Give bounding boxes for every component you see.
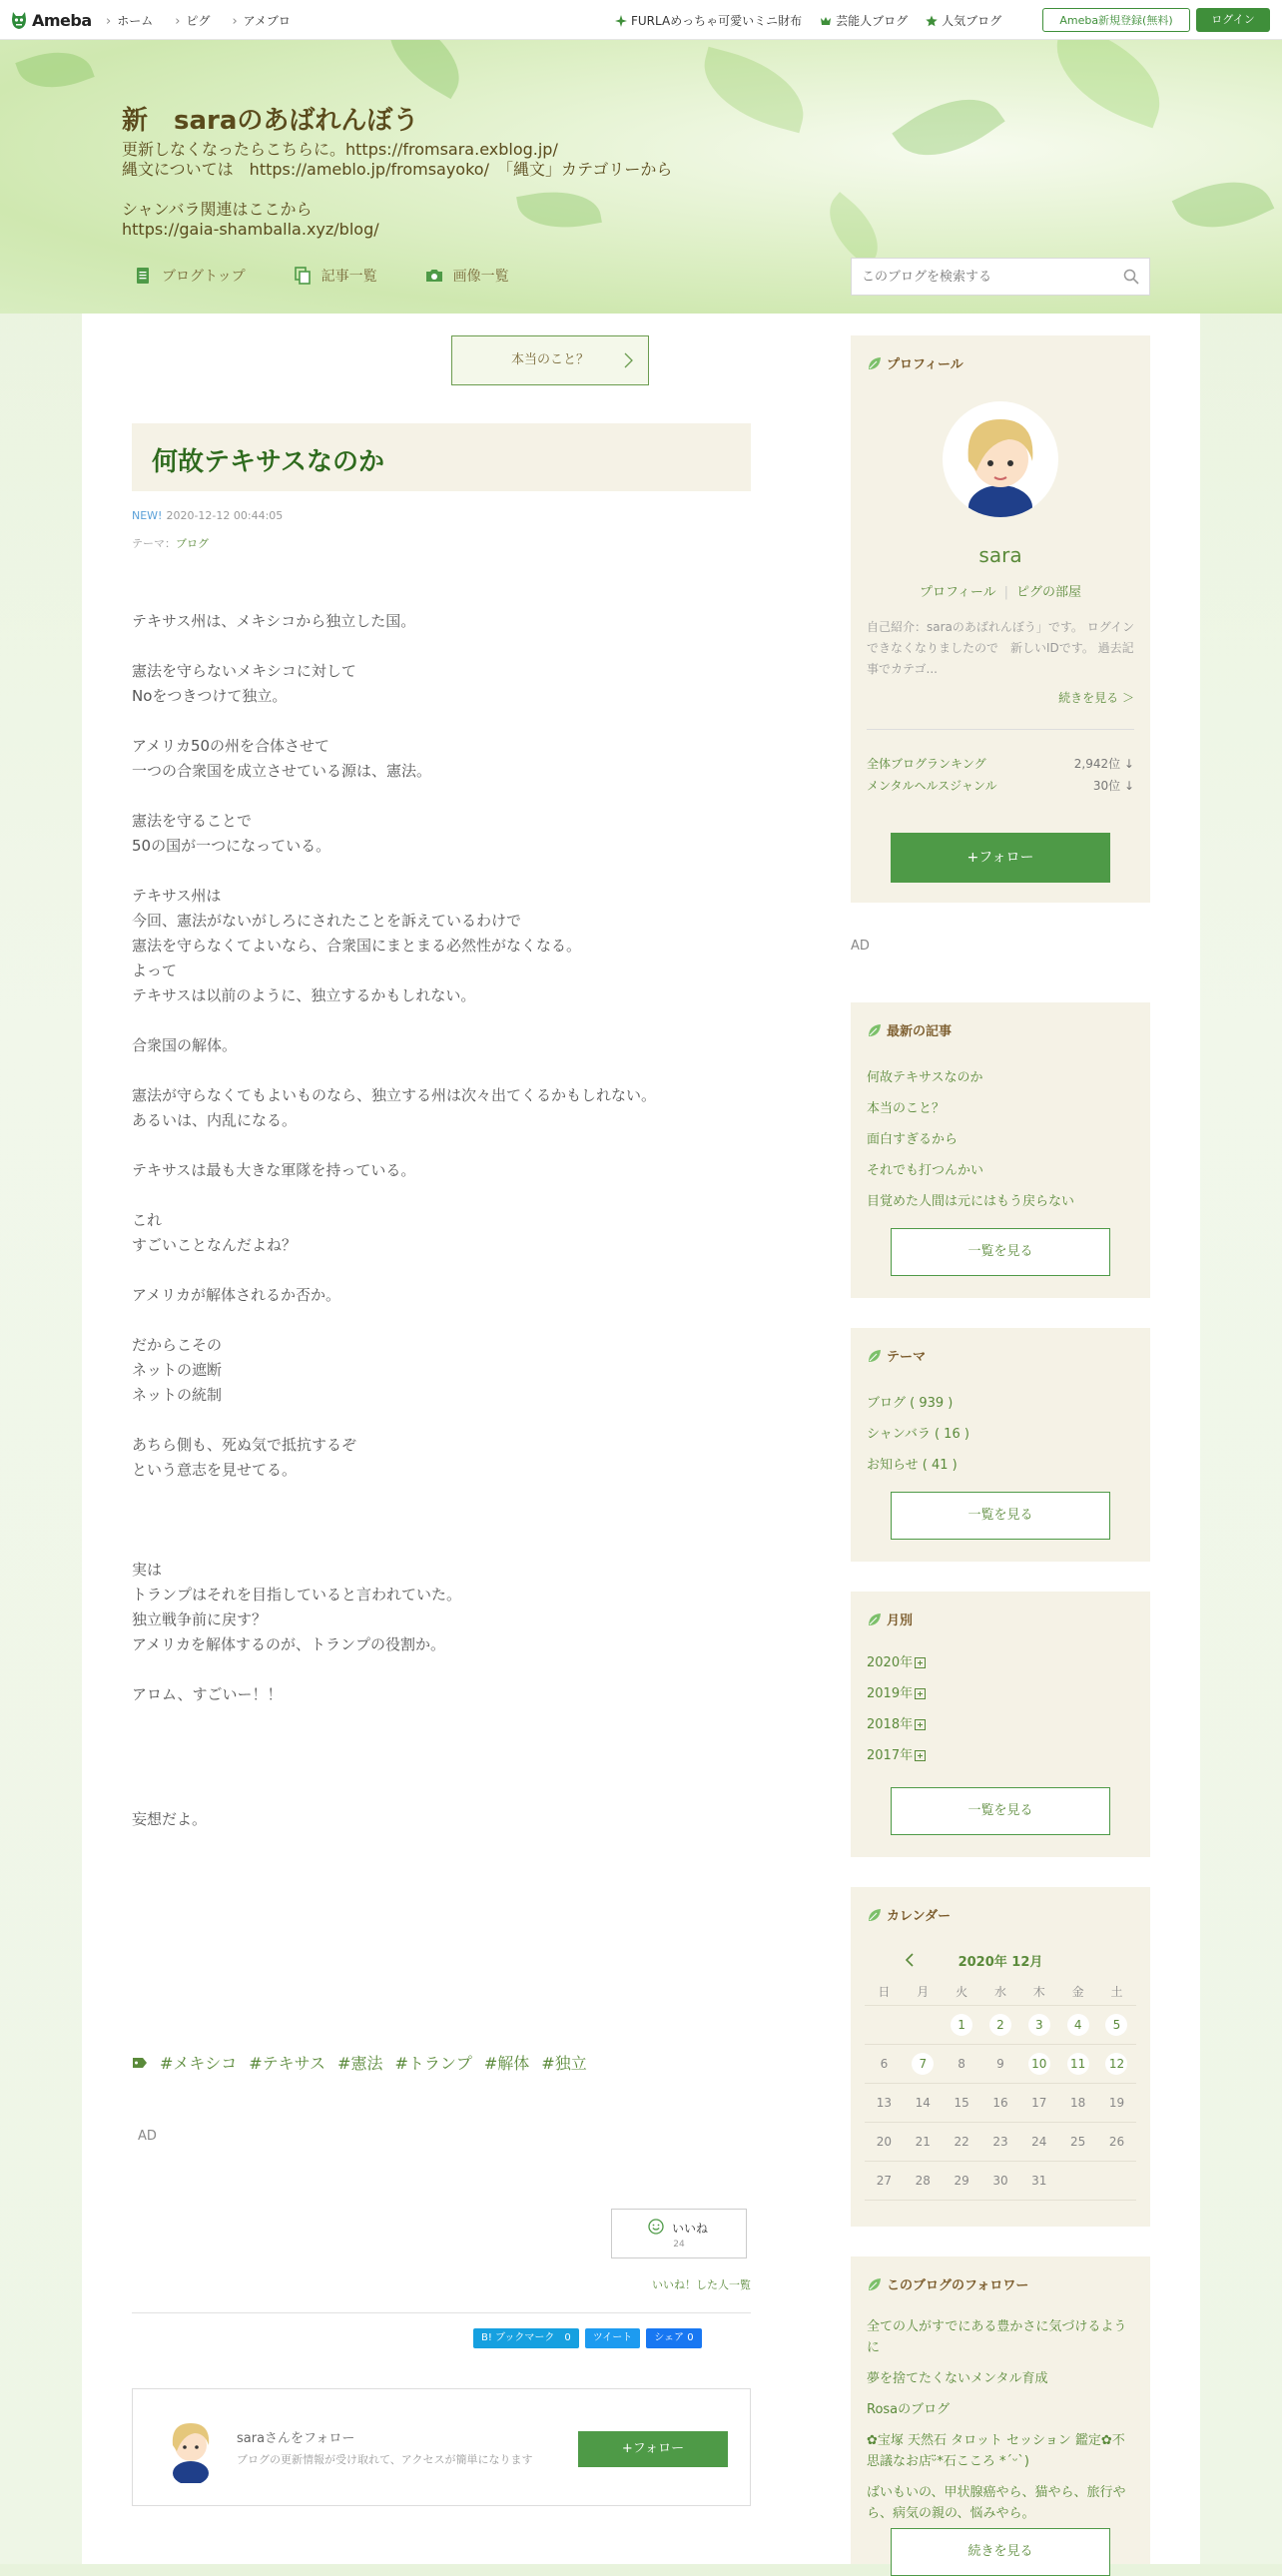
article-text-line: アロム、すごいー！！: [132, 1685, 283, 1703]
facebook-share-button[interactable]: シェア 0: [646, 2328, 701, 2348]
article-list-link[interactable]: [294, 266, 377, 286]
calendar-day-number: 27: [876, 2174, 893, 2188]
calendar-day: [1019, 2174, 1058, 2188]
profile-heading-label: プロフィール: [887, 357, 963, 372]
leaf-decoration: [693, 47, 815, 133]
follower-blog-link[interactable]: Rosaのブログ: [867, 2402, 951, 2417]
blank-line: [132, 709, 751, 734]
month-year-item[interactable]: [867, 1709, 1136, 1740]
global-header: [0, 0, 1282, 40]
hashtag[interactable]: #独立: [541, 2054, 587, 2073]
expand-plus-icon[interactable]: [915, 1657, 926, 1668]
calendar-week-row: [865, 2006, 1136, 2045]
latest-article-link[interactable]: 面白すぎるから: [867, 1132, 959, 1147]
article-text-line: だからこその: [132, 1336, 223, 1354]
blank-line: [132, 1058, 751, 1083]
calendar-day[interactable]: [981, 2014, 1020, 2036]
blank-line: [132, 1008, 751, 1033]
calendar-post-day[interactable]: 5: [1105, 2014, 1127, 2036]
theme-list: [867, 1388, 1136, 1481]
calendar-day: [981, 2096, 1020, 2110]
article-text-line: 憲法が守らなくてもよいものなら、独立する州は次々出てくるかもしれない。: [132, 1086, 657, 1104]
calendar-day-number: 6: [880, 2057, 889, 2071]
latest-article-link[interactable]: それでも打つんかい: [867, 1163, 984, 1178]
calendar-day-number: 15: [954, 2096, 969, 2110]
calendar-day: [904, 2174, 943, 2188]
image-list-link[interactable]: [425, 266, 509, 286]
leaf-decoration: [15, 40, 94, 101]
article-text-line: という意志を見せてる。: [132, 1461, 298, 1479]
article-text-line: あるいは、内乱になる。: [132, 1111, 298, 1129]
calendar-post-day[interactable]: 10: [1028, 2053, 1050, 2075]
like-label: いいね: [672, 2222, 709, 2236]
theme-link[interactable]: お知らせ ( 41 ): [867, 1458, 958, 1473]
profile-name[interactable]: sara: [978, 543, 1022, 567]
calendar-post-day[interactable]: 4: [1067, 2014, 1089, 2036]
calendar-post-day[interactable]: 1: [951, 2014, 972, 2036]
article-date: 2020-12-12 00:44:05: [166, 509, 284, 522]
article-theme: [132, 535, 209, 551]
latest-article-link[interactable]: 目覚めた人間は元にはもう戻らない: [867, 1194, 1075, 1209]
blog-top-label: ブログトップ: [162, 269, 246, 285]
calendar-day[interactable]: [1097, 2014, 1136, 2036]
calendar-day: [865, 2057, 904, 2071]
promo-link-furla[interactable]: [615, 12, 802, 29]
leaf-icon: [867, 1907, 883, 1923]
chevron-right-icon: [624, 352, 634, 368]
monthly-module: [851, 1592, 1150, 1857]
genre-ranking-value: 30位 ↓: [1092, 779, 1134, 793]
calendar-weekday: 土: [1110, 1984, 1123, 1999]
article-text-line: すごいことなんだよね？: [132, 1236, 298, 1254]
article-text-line: アメリカを解体するのが、トランプの役割か。: [132, 1635, 445, 1653]
calendar-month: 2020年 12月: [958, 1955, 1043, 1970]
login-button[interactable]: ログイン: [1196, 8, 1270, 32]
calendar-day: [1019, 2096, 1058, 2110]
hashtag[interactable]: #メキシコ: [160, 2054, 238, 2073]
theme-heading-label: テーマ: [887, 1350, 927, 1365]
monthly-list: [867, 1647, 1136, 1771]
leaf-icon: [867, 1022, 883, 1038]
article-text-line: 合衆国の解体。: [132, 1036, 238, 1054]
image-list-label: 画像一覧: [452, 269, 509, 285]
followers-module: [851, 2256, 1150, 2564]
blank-line: [132, 1308, 751, 1333]
latest-list: [867, 1062, 1136, 1217]
main-container: [82, 314, 1200, 2564]
blog-nav: [134, 266, 509, 286]
leaf-icon: [867, 355, 883, 371]
calendar-day-number: 25: [1070, 2135, 1086, 2149]
calendar-weekday: 日: [878, 1984, 891, 1999]
register-button[interactable]: Ameba新規登録(無料): [1042, 8, 1190, 32]
celebrity-blog-link[interactable]: [820, 12, 908, 29]
article-text-line: あちら側も、死ぬ気で抵抗するぞ: [132, 1436, 357, 1454]
leaf-decoration: [814, 192, 893, 268]
like-button[interactable]: [611, 2209, 747, 2258]
calendar-day: [981, 2057, 1020, 2071]
expand-plus-icon[interactable]: [915, 1719, 926, 1730]
ameba-logo[interactable]: [10, 9, 92, 31]
calendar-day-number: 19: [1108, 2096, 1125, 2110]
calendar-day-number: 31: [1031, 2174, 1047, 2188]
leaf-decoration: [1172, 163, 1275, 246]
monthly-see-all-button[interactable]: 一覧を見る: [891, 1787, 1110, 1835]
calendar-post-day[interactable]: 2: [989, 2014, 1011, 2036]
nav-pigg[interactable]: › ピグ: [175, 12, 210, 29]
article-text-line: 実は: [132, 1561, 163, 1579]
nav-home[interactable]: › ホーム: [106, 12, 153, 29]
genre-ranking[interactable]: [867, 777, 1134, 794]
leaf-decoration: [1040, 40, 1177, 128]
leaf-decoration: [892, 76, 1004, 178]
blog-search: [851, 258, 1150, 296]
blank-line: [132, 859, 751, 884]
profile-link[interactable]: プロフィール: [919, 585, 996, 600]
article-text-line: トランプはそれを目指していると言われていた。: [132, 1586, 462, 1604]
celebrity-blog-label: 芸能人ブログ: [836, 14, 909, 28]
sparkle-icon: [615, 15, 627, 27]
smile-icon: [648, 2219, 664, 2235]
blog-search-input[interactable]: [852, 259, 1121, 295]
blank-line: [132, 784, 751, 809]
article-text-line: 憲法を守らなくてよいなら、合衆国にまとまる必然性がなくなる。: [132, 937, 582, 955]
divider: [132, 2312, 751, 2313]
hashtag[interactable]: #トランプ: [394, 2054, 472, 2073]
calendar-day-number: 28: [915, 2174, 931, 2188]
calendar-post-day[interactable]: 11: [1067, 2053, 1089, 2075]
followers-heading: [867, 2274, 1028, 2293]
blank-line: [132, 1483, 751, 1508]
article-title-box: [132, 423, 751, 491]
calendar-day-number: 30: [992, 2174, 1008, 2188]
calendar-day-number: 8: [958, 2057, 965, 2071]
article-text-line: よって: [132, 962, 178, 979]
calendar-module: [851, 1887, 1150, 2227]
article-text-line: 憲法を守らないメキシコに対して: [132, 662, 356, 680]
latest-heading-label: 最新の記事: [887, 1024, 953, 1039]
expand-plus-icon[interactable]: [915, 1688, 926, 1699]
hashtag[interactable]: #解体: [483, 2054, 530, 2073]
prev-article-label: 本当のこと？: [510, 352, 589, 367]
profile-avatar[interactable]: [943, 401, 1058, 517]
blank-line: [132, 1757, 751, 1782]
global-nav: [106, 12, 291, 29]
promo-links: [615, 12, 1001, 29]
article-body: [132, 609, 751, 1832]
calendar-day-number: 16: [992, 2096, 1008, 2110]
hatena-bookmark-button[interactable]: B! ブックマーク 0: [473, 2328, 579, 2348]
profile-heading: [867, 353, 963, 372]
theme-see-all-button[interactable]: 一覧を見る: [891, 1492, 1110, 1540]
article-title[interactable]: 何故テキサスなのか: [152, 447, 384, 477]
ameba-mascot-icon: [10, 9, 28, 31]
calendar-day-number: 26: [1108, 2135, 1125, 2149]
theme-heading: [867, 1346, 926, 1365]
follower-blog-link[interactable]: 全ての人がすでにある豊かさに気づけるように: [867, 2319, 1127, 2355]
article-text-line: 50の国が一つになっている。: [132, 837, 331, 855]
article-text-line: 一つの合衆国を成立させている源は、憲法。: [132, 762, 432, 780]
article-text-line: 憲法を守ることで: [132, 812, 253, 830]
blog-top-link[interactable]: [134, 266, 246, 286]
profile-links: [851, 581, 1150, 600]
calendar-day-number: 21: [915, 2135, 931, 2149]
blank-line: [132, 1183, 751, 1208]
calendar-day-number: 23: [992, 2135, 1008, 2149]
like-count: 24: [673, 2240, 685, 2250]
monthly-heading-label: 月別: [887, 1613, 914, 1628]
latest-heading: [867, 1020, 952, 1039]
blank-line: [132, 1133, 751, 1158]
calendar-day[interactable]: [1019, 2053, 1058, 2075]
tweet-button[interactable]: ツイート: [585, 2328, 641, 2348]
month-year-item[interactable]: [867, 1647, 1136, 1678]
theme-link[interactable]: シャンバラ ( 16 ): [867, 1427, 969, 1442]
crown-icon: [820, 15, 832, 27]
blank-line: [132, 1258, 751, 1283]
profile-module: [851, 335, 1150, 903]
calendar-post-day[interactable]: 7: [912, 2053, 934, 2075]
popular-blog-link[interactable]: [926, 12, 1001, 29]
follow-subtitle: ブログの更新情報が受け取れて、アクセスが簡単になります: [237, 2453, 533, 2466]
theme-label: テーマ：: [132, 537, 176, 550]
article-text-line: テキサス州は: [132, 887, 222, 905]
nav-ameblo[interactable]: › アメブロ: [232, 12, 290, 29]
followers-heading-label: このブログのフォロワー: [887, 2278, 1029, 2293]
calendar-day[interactable]: [1097, 2053, 1136, 2075]
calendar-weekday: 月: [917, 1984, 930, 1999]
theme-link[interactable]: ブログ: [176, 537, 209, 550]
follower-blog-link[interactable]: 夢を捨てたくないメンタル育成: [867, 2371, 1048, 2386]
genre-ranking-label: メンタルヘルスジャンル: [867, 779, 997, 793]
follow-button[interactable]: +フォロー: [578, 2431, 728, 2467]
calendar-day: [1019, 2135, 1058, 2149]
monthly-heading: [867, 1610, 913, 1628]
leaf-icon: [867, 2276, 883, 2292]
calendar-day-number: 14: [915, 2096, 931, 2110]
calendar-day: [1058, 2135, 1097, 2149]
year-label: 2018年: [867, 1717, 914, 1732]
article-text-line: テキサス州は、メキシコから独立した国。: [132, 612, 416, 630]
sidebar-ad-label: AD: [851, 939, 870, 954]
calendar-day: [943, 2174, 981, 2188]
avatar[interactable]: [155, 2411, 227, 2483]
article-text-line: ネットの遮断: [132, 1361, 223, 1379]
tag-icon: [132, 2057, 148, 2069]
calendar-post-day[interactable]: 12: [1105, 2053, 1127, 2075]
blank-line: [132, 1782, 751, 1807]
calendar-day: [943, 2096, 981, 2110]
sidebar-follow-button[interactable]: +フォロー: [891, 833, 1110, 883]
calendar-day-number: 9: [996, 2057, 1004, 2071]
calendar-day: [981, 2135, 1020, 2149]
blog-title[interactable]: 新 saraのあばれんぼう: [122, 106, 419, 136]
calendar-day-number: 29: [954, 2174, 969, 2188]
article-text-line: 独立戦争前に戻す？: [132, 1610, 268, 1628]
overall-ranking-label: 全体ブログランキング: [867, 757, 986, 771]
calendar-day: [943, 2057, 981, 2071]
calendar-day-number: 22: [954, 2135, 969, 2149]
calendar-day-number: 17: [1031, 2096, 1047, 2110]
promo-link-furla-label: FURLAめっちゃ可愛いミニ財布: [631, 14, 803, 28]
follower-blog-link[interactable]: ✿宝塚 天然石 タロット セッション 鑑定✿不思議なお店ᵕ̈*石こころ *ˊᵕˋ): [867, 2433, 1125, 2469]
month-year-item[interactable]: [867, 1678, 1136, 1709]
blank-line: [132, 1508, 751, 1533]
expand-plus-icon[interactable]: [915, 1750, 926, 1761]
calendar-day: [943, 2135, 981, 2149]
overall-ranking-value: 2,942位 ↓: [1073, 757, 1134, 771]
calendar-day: [865, 2096, 904, 2110]
blank-line: [132, 634, 751, 659]
calendar-week-row: [865, 2162, 1136, 2201]
profile-more-link[interactable]: 続きを見る ＞: [1058, 691, 1134, 705]
blank-line: [132, 1657, 751, 1682]
article-text-line: テキサスは以前のように、独立するかもしれない。: [132, 986, 476, 1004]
profile-intro: 自己紹介：saraのあばれんぼう」です。 ログインできなくなりましたので 新しいIDです。 過去記事でカテゴ...: [867, 620, 1135, 676]
blank-line: [132, 1732, 751, 1757]
latest-article-link[interactable]: 本当のこと？: [867, 1101, 946, 1116]
year-label: 2020年: [867, 1655, 914, 1670]
article-text-line: アメリカが解体されるか否か。: [132, 1286, 340, 1304]
year-label: 2017年: [867, 1748, 914, 1763]
article-text-line: ネットの統制: [132, 1386, 223, 1404]
share-buttons: [473, 2328, 702, 2348]
latest-article-link[interactable]: 何故テキサスなのか: [867, 1070, 983, 1085]
prev-article-button[interactable]: [451, 335, 649, 385]
search-icon[interactable]: [1123, 269, 1139, 285]
calendar-week-row: [865, 2084, 1136, 2123]
calendar-day: [865, 2135, 904, 2149]
blank-line: [132, 1408, 751, 1433]
latest-see-all-button[interactable]: 一覧を見る: [891, 1228, 1110, 1276]
calendar-week-row: [865, 2123, 1136, 2162]
separator: |: [1003, 585, 1009, 600]
month-year-item[interactable]: [867, 1740, 1136, 1771]
theme-link[interactable]: ブログ ( 939 ): [867, 1396, 954, 1411]
logo-text: Ameba: [32, 10, 92, 30]
blog-header-banner: [0, 40, 1282, 314]
calendar-day[interactable]: [1058, 2014, 1097, 2036]
ad-label: AD: [138, 2129, 157, 2144]
calendar-weekday: 木: [1032, 1984, 1045, 1999]
calendar-week-row: [865, 2045, 1136, 2084]
leaf-icon: [867, 1348, 883, 1364]
year-label: 2019年: [867, 1686, 914, 1701]
calendar-weekday: 水: [993, 1984, 1006, 1999]
article-text-line: テキサスは最も大きな軍隊を持っている。: [132, 1161, 416, 1179]
calendar-day: [981, 2174, 1020, 2188]
divider: [867, 729, 1134, 730]
article-text-line: アメリカ50の州を合体させて: [132, 737, 330, 755]
follow-box: [132, 2388, 751, 2506]
hashtag[interactable]: #憲法: [337, 2054, 383, 2073]
calendar-day: [865, 2174, 904, 2188]
calendar-day-number: 24: [1031, 2135, 1047, 2149]
calendar-day-number: 13: [876, 2096, 893, 2110]
calendar-day: [1058, 2096, 1097, 2110]
avatar-illustration: [943, 401, 1058, 517]
followers-see-more-button[interactable]: 続きを見る: [891, 2528, 1110, 2576]
latest-articles-module: [851, 1002, 1150, 1298]
calendar-post-day[interactable]: 3: [1028, 2014, 1050, 2036]
document-icon: [134, 267, 152, 285]
calendar-day[interactable]: [943, 2014, 981, 2036]
calendar-day[interactable]: [1058, 2053, 1097, 2075]
liked-users-link[interactable]: いいね！した人一覧: [652, 2278, 751, 2291]
article-text-line: 妄想だよ。: [132, 1810, 208, 1828]
calendar-day-number: 20: [876, 2135, 893, 2149]
theme-module: [851, 1328, 1150, 1562]
followers-list: [867, 2316, 1136, 2524]
calendar-day: [904, 2135, 943, 2149]
calendar-weekday: 金: [1071, 1984, 1084, 1999]
calendar-heading: [867, 1905, 951, 1924]
calendar-weekday-row: [865, 1977, 1136, 2006]
pigg-room-link[interactable]: ピグの部屋: [1016, 585, 1082, 600]
article-text-line: Noをつきつけて独立。: [132, 687, 288, 705]
calendar-weekday: 火: [956, 1984, 968, 1999]
article-meta: [132, 509, 283, 522]
calendar-day-number: 18: [1070, 2096, 1086, 2110]
calendar-day: [1097, 2135, 1136, 2149]
follow-title: saraさんをフォロー: [237, 2431, 355, 2446]
popular-blog-label: 人気ブログ: [942, 14, 1002, 28]
leaf-icon: [867, 1611, 883, 1627]
calendar-grid: [865, 1977, 1136, 2201]
calendar-day: [904, 2096, 943, 2110]
star-icon: [926, 15, 938, 27]
camera-icon: [425, 267, 443, 285]
follower-blog-link[interactable]: ばいもいの、甲状腺癌やら、猫やら、旅行やら、病気の親の、悩みやら。: [867, 2485, 1126, 2521]
blog-description: 更新しなくなったらこちらに。https://fromsara.exblog.jp/ 縄文については https://ameblo.jp/fromsayoko/ 「縄文」カテゴリーから シャンバラ関連はここから https://gaia-shamballa.xyz/blog/: [122, 140, 673, 239]
calendar-day[interactable]: [904, 2053, 943, 2075]
blank-line: [132, 1533, 751, 1558]
new-badge: NEW!: [132, 509, 163, 522]
hashtag-list: [132, 2051, 587, 2074]
article-text-line: これ: [132, 1211, 163, 1229]
overall-ranking[interactable]: [867, 755, 1134, 772]
calendar-heading-label: カレンダー: [887, 1909, 952, 1924]
leaf-decoration: [373, 40, 476, 99]
copy-icon: [294, 267, 312, 285]
blank-line: [132, 1707, 751, 1732]
article-text-line: 今回、憲法がないがしろにされたことを訴えているわけで: [132, 912, 522, 930]
calendar-day: [1097, 2096, 1136, 2110]
article-list-label: 記事一覧: [320, 269, 377, 285]
hashtag[interactable]: #テキサス: [249, 2054, 326, 2073]
calendar-day[interactable]: [1019, 2014, 1058, 2036]
